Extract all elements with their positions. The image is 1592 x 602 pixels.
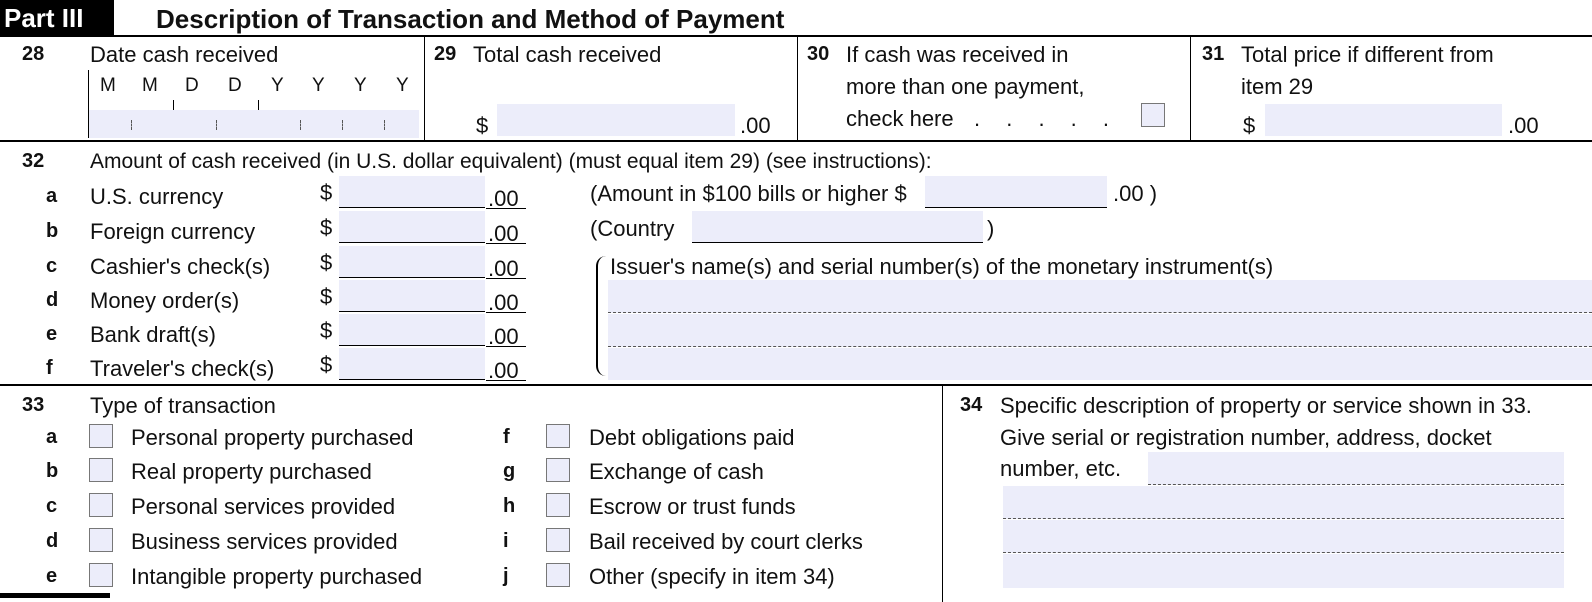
item-34-line1: Specific description of property or service shown in 33.: [1000, 393, 1532, 418]
dollar-sign: $: [320, 180, 333, 205]
cash-row-letter: a: [46, 185, 58, 207]
cents-suffix: .00: [488, 221, 519, 246]
cash-row-letter: e: [46, 323, 58, 345]
date-cash-received-field[interactable]: [89, 110, 419, 138]
item-34-line3: number, etc.: [1000, 456, 1122, 481]
item-34-number: 34: [960, 394, 983, 416]
item-28-number: 28: [22, 43, 45, 65]
cents-underline: [486, 243, 526, 244]
description-line-4[interactable]: [1003, 554, 1564, 588]
date-format-letter: Y: [354, 75, 367, 96]
option-letter: i: [503, 530, 509, 552]
date-tick: [216, 120, 217, 130]
cents-underline: [486, 380, 526, 381]
option-label: Debt obligations paid: [589, 425, 795, 450]
cash-row-label: Money order(s): [90, 288, 240, 313]
cash-row-label: Cashier's check(s): [90, 254, 271, 279]
item-30-line3: check here: [846, 106, 954, 131]
cents-underline: [486, 278, 526, 279]
item-28-label: Date cash received: [90, 42, 279, 67]
item-30-line2: more than one payment,: [846, 74, 1085, 99]
option-letter: g: [503, 460, 516, 482]
dollar-sign: $: [1243, 113, 1256, 138]
header-rule: [0, 35, 1592, 37]
issuer-label: Issuer's name(s) and serial number(s) of the monetary instrument(s): [610, 254, 1274, 279]
cash-row-label: Traveler's check(s): [90, 356, 275, 381]
cents-suffix: .00: [740, 113, 771, 138]
country-field[interactable]: [692, 211, 983, 243]
option-label: Escrow or trust funds: [589, 494, 796, 519]
cents-underline: [486, 208, 526, 209]
transaction-type-checkbox[interactable]: [89, 528, 113, 552]
description-line-1[interactable]: [1148, 452, 1564, 485]
transaction-type-checkbox[interactable]: [89, 424, 113, 448]
date-tick: [300, 120, 301, 130]
country-label: (Country: [590, 216, 675, 241]
footer-rule: [0, 593, 110, 598]
item-34-line2: Give serial or registration number, address, docket: [1000, 425, 1492, 450]
transaction-type-checkbox[interactable]: [89, 458, 113, 482]
issuer-line-2[interactable]: [608, 314, 1592, 347]
total-cash-received-field[interactable]: [497, 104, 735, 136]
option-letter: f: [503, 426, 510, 448]
dollar-sign: $: [320, 215, 333, 240]
hundred-bills-field[interactable]: [925, 176, 1107, 208]
col-divider: [424, 36, 425, 140]
option-label: Other (specify in item 34): [589, 564, 835, 589]
cash-amount-field[interactable]: [339, 314, 485, 346]
option-letter: d: [46, 530, 59, 552]
cents-suffix: .00: [488, 358, 519, 383]
transaction-type-checkbox[interactable]: [546, 493, 570, 517]
hundred-bills-label: (Amount in $100 bills or higher $: [590, 181, 907, 206]
multiple-payments-checkbox[interactable]: [1141, 103, 1165, 127]
item-31-number: 31: [1202, 43, 1225, 65]
cash-row-label: Foreign currency: [90, 219, 256, 244]
item-33-label: Type of transaction: [90, 393, 276, 418]
cents-suffix: .00: [488, 290, 519, 315]
option-letter: e: [46, 565, 58, 587]
item-31-line2: item 29: [1241, 74, 1314, 99]
cash-row-letter: d: [46, 289, 59, 311]
cash-amount-field[interactable]: [339, 280, 485, 312]
cents-suffix: .00: [488, 186, 519, 211]
cents-suffix: .00: [1508, 113, 1539, 138]
row-rule: [0, 140, 1592, 142]
transaction-type-checkbox[interactable]: [546, 458, 570, 482]
item-33-number: 33: [22, 394, 45, 416]
item-32-label: Amount of cash received (in U.S. dollar equivalent) (must equal item 29) (see instructions):: [90, 150, 932, 173]
cash-amount-field[interactable]: [339, 246, 485, 278]
cash-row-letter: b: [46, 220, 59, 242]
dot-leader: . . . . .: [974, 106, 1120, 131]
issuer-line-3[interactable]: [608, 348, 1592, 380]
transaction-type-checkbox[interactable]: [546, 528, 570, 552]
part-label: Part III: [0, 0, 114, 36]
row-rule: [0, 384, 1592, 386]
date-format-letter: D: [228, 75, 242, 96]
cash-row-label: U.S. currency: [90, 184, 224, 209]
cash-amount-field[interactable]: [339, 176, 485, 208]
transaction-type-checkbox[interactable]: [546, 563, 570, 587]
dollar-sign: $: [320, 250, 333, 275]
cents-underline: [486, 346, 526, 347]
item-32-number: 32: [22, 150, 45, 172]
col-divider: [942, 386, 943, 602]
option-letter: a: [46, 426, 58, 448]
transaction-type-checkbox[interactable]: [89, 493, 113, 517]
dollar-sign: $: [320, 284, 333, 309]
item-29-label: Total cash received: [473, 42, 662, 67]
date-format-letter: M: [100, 75, 116, 96]
option-letter: c: [46, 495, 58, 517]
option-label: Intangible property purchased: [131, 564, 423, 589]
date-tick: [131, 120, 132, 130]
cents-suffix: .00 ): [1113, 181, 1158, 206]
item-30-line1: If cash was received in: [846, 42, 1069, 67]
description-line-3[interactable]: [1003, 520, 1564, 553]
cash-row-label: Bank draft(s): [90, 322, 216, 347]
item-30-number: 30: [807, 43, 830, 65]
option-letter: b: [46, 460, 59, 482]
date-format-letter: Y: [271, 75, 284, 96]
col-divider: [1190, 36, 1191, 140]
option-label: Real property purchased: [131, 459, 372, 484]
cash-row-letter: c: [46, 255, 58, 277]
cents-underline: [486, 312, 526, 313]
option-letter: h: [503, 495, 516, 517]
option-label: Personal property purchased: [131, 425, 414, 450]
option-letter: j: [503, 565, 509, 587]
part-title: Description of Transaction and Method of Payment: [156, 4, 785, 34]
cash-amount-field[interactable]: [339, 348, 485, 380]
date-format-letter: Y: [312, 75, 325, 96]
cents-suffix: .00: [488, 324, 519, 349]
cash-row-letter: f: [46, 357, 53, 379]
transaction-type-checkbox[interactable]: [546, 424, 570, 448]
item-31-line1: Total price if different from: [1241, 42, 1494, 67]
date-format-letter: Y: [396, 75, 409, 96]
date-tick: [342, 120, 343, 130]
date-format-letter: D: [185, 75, 199, 96]
option-label: Business services provided: [131, 529, 398, 554]
option-label: Personal services provided: [131, 494, 396, 519]
date-tick: [384, 120, 385, 130]
total-price-field[interactable]: [1265, 104, 1502, 136]
dollar-sign: $: [320, 318, 333, 343]
country-close-paren: ): [987, 216, 995, 241]
date-format-letter: M: [142, 75, 158, 96]
transaction-type-checkbox[interactable]: [89, 563, 113, 587]
cash-amount-field[interactable]: [339, 211, 485, 243]
issuer-line-1[interactable]: [608, 280, 1592, 313]
item-29-number: 29: [434, 43, 457, 65]
description-line-2[interactable]: [1003, 486, 1564, 519]
option-label: Exchange of cash: [589, 459, 764, 484]
col-divider: [797, 36, 798, 140]
option-label: Bail received by court clerks: [589, 529, 863, 554]
dollar-sign: $: [320, 352, 333, 377]
dollar-sign: $: [476, 113, 489, 138]
cents-suffix: .00: [488, 256, 519, 281]
